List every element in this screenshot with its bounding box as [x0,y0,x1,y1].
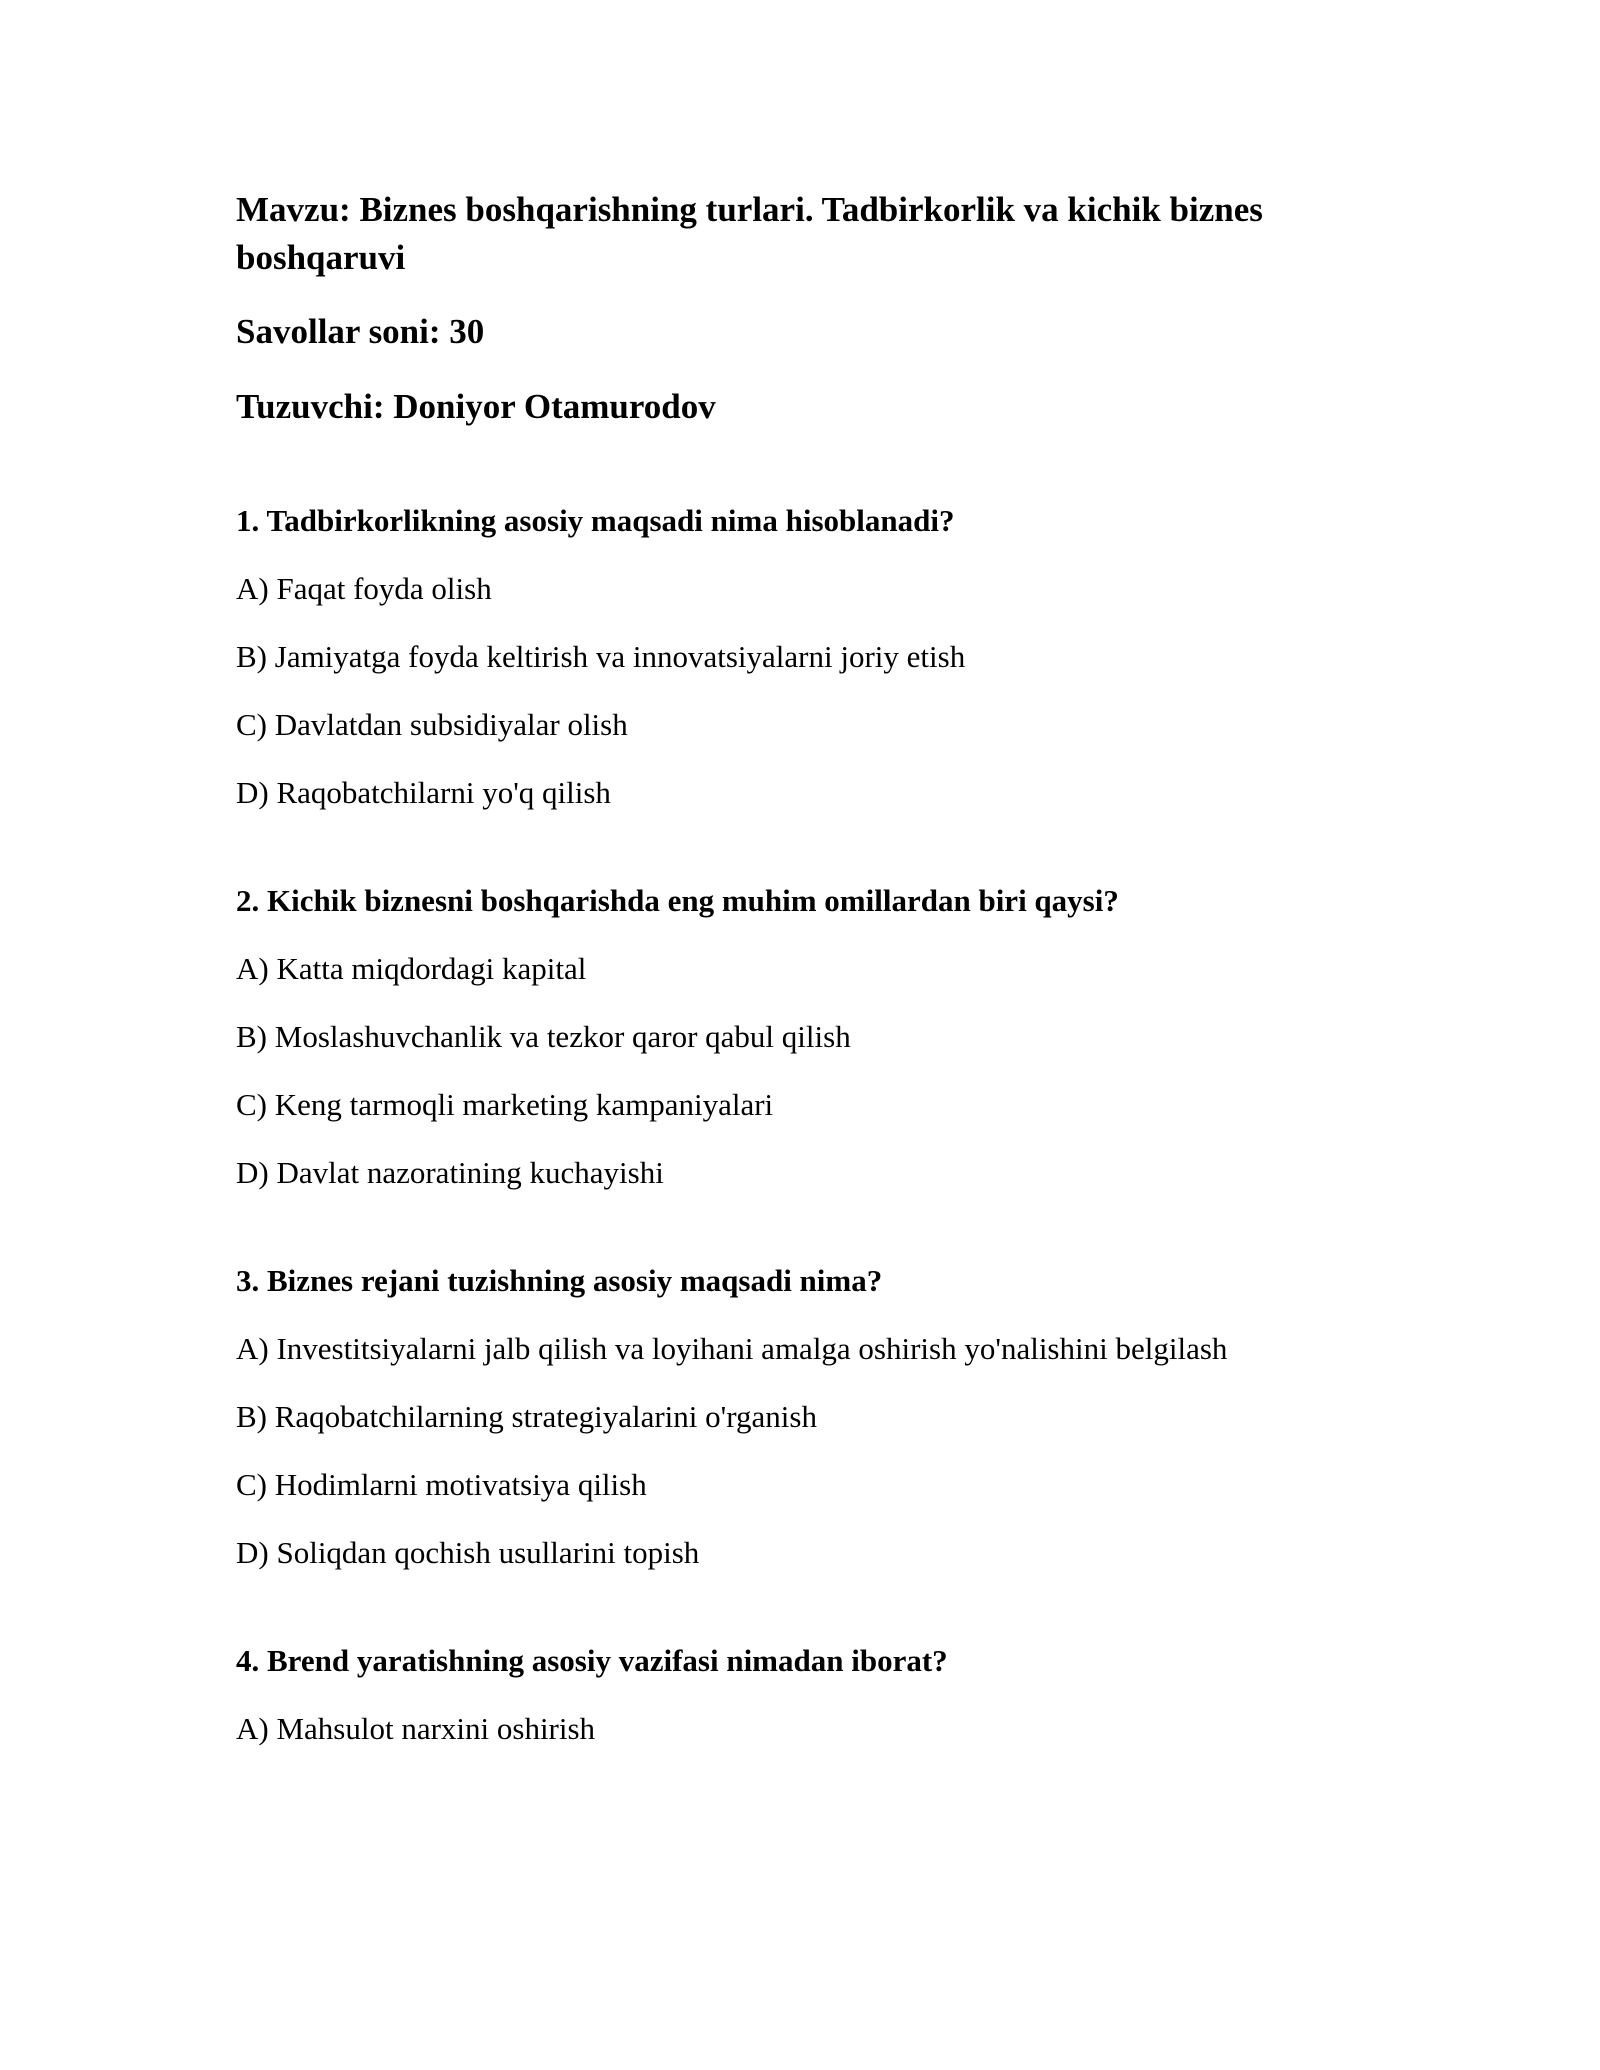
answer-option: B) Moslashuvchanlik va tezkor qaror qabul qilish [236,1019,851,1054]
answer-list [236,1709,1366,1749]
answer-list [236,949,1366,1193]
document-page [236,186,1366,1749]
answer-option: A) Katta miqdordagi kapital [236,951,587,986]
author-line: Tuzuvchi: Doniyor Otamurodov [236,387,716,426]
question-block [236,881,1366,1193]
answer-option: B) Raqobatchilarning strategiyalarini o'rganish [236,1399,817,1434]
question-count: Savollar soni: 30 [236,312,485,351]
answer-option: A) Investitsiyalarni jalb qilish va loyihani amalga oshirish yo'nalishini belgilash [236,1331,1228,1366]
question-list [236,501,1366,1749]
question-text: 4. Brend yaratishning asosiy vazifasi nimadan iborat? [236,1643,948,1678]
answer-option: A) Faqat foyda olish [236,571,492,606]
answer-option: A) Mahsulot narxini oshirish [236,1711,596,1746]
document-title: Mavzu: Biznes boshqarishning turlari. Tadbirkorlik va kichik biznes boshqaruvi [236,190,1263,277]
answer-option: C) Keng tarmoqli marketing kampaniyalari [236,1087,774,1122]
answer-option: D) Soliqdan qochish usullarini topish [236,1535,700,1570]
answer-option: D) Raqobatchilarni yo'q qilish [236,775,611,810]
answer-list [236,569,1366,813]
question-block [236,1641,1366,1749]
answer-option: C) Davlatdan subsidiyalar olish [236,707,628,742]
question-block [236,501,1366,813]
question-text: 2. Kichik biznesni boshqarishda eng muhim omillardan biri qaysi? [236,883,1119,918]
answer-option: D) Davlat nazoratining kuchayishi [236,1155,664,1190]
answer-option: B) Jamiyatga foyda keltirish va innovatsiyalarni joriy etish [236,639,966,674]
question-block [236,1261,1366,1573]
question-text: 1. Tadbirkorlikning asosiy maqsadi nima hisoblanadi? [236,503,955,538]
question-text: 3. Biznes rejani tuzishning asosiy maqsadi nima? [236,1263,883,1298]
answer-option: C) Hodimlarni motivatsiya qilish [236,1467,647,1502]
answer-list [236,1329,1366,1573]
